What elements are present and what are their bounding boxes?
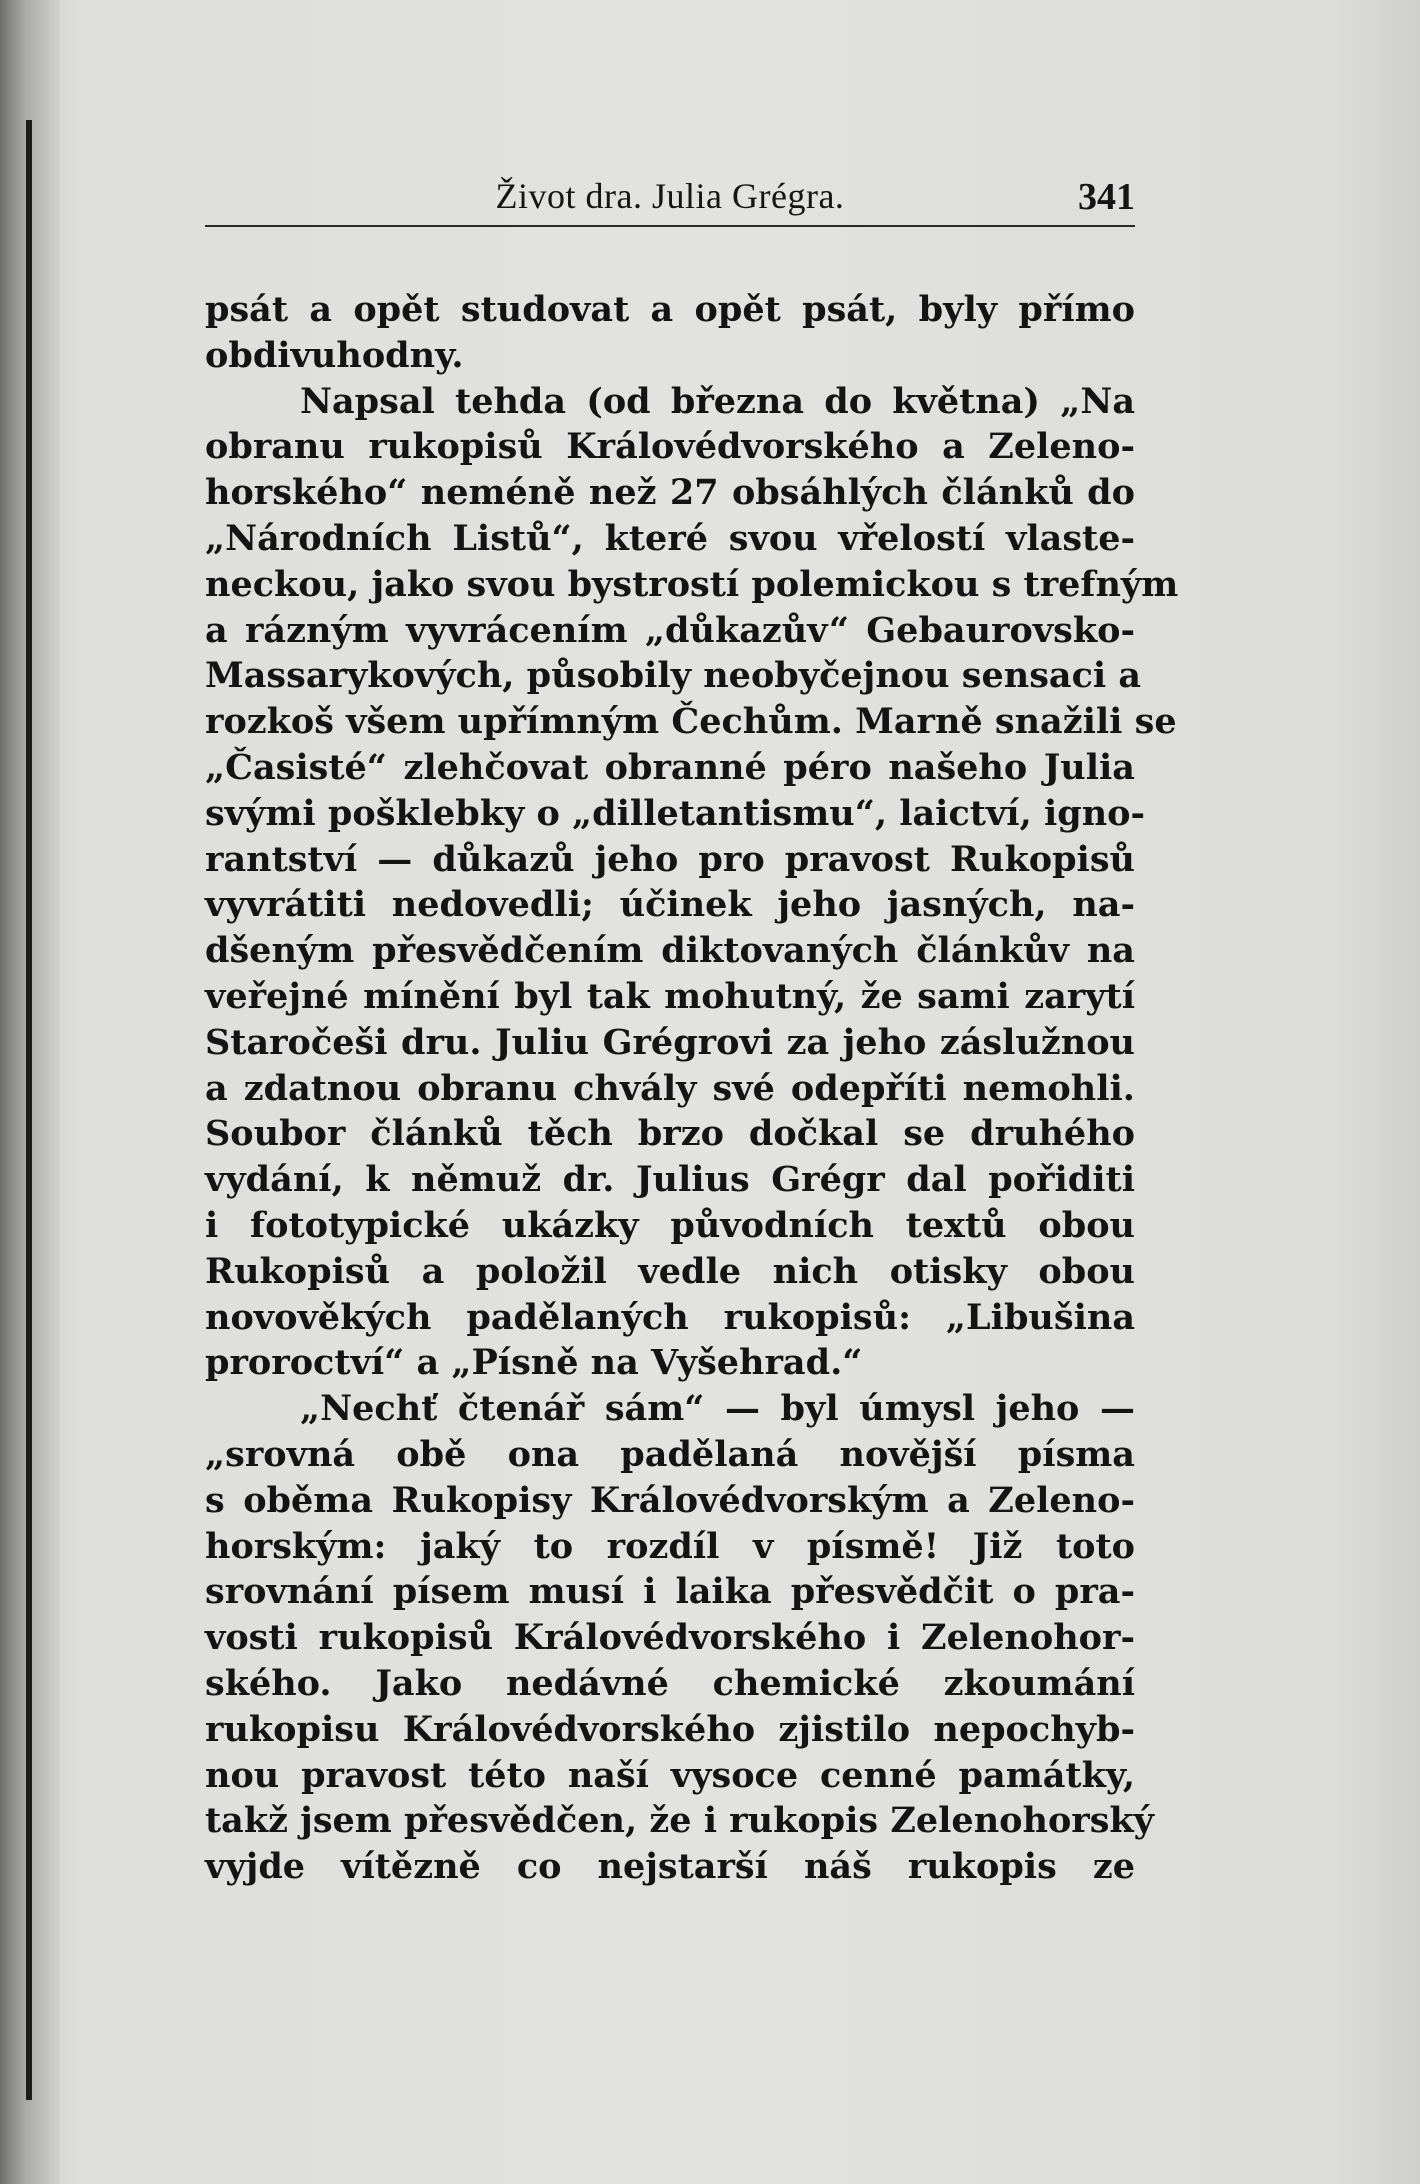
text-line: veřejné mínění byl tak mohutný, že sami zarytí bbox=[205, 975, 1135, 1017]
text-line: horského“ neméně než 27 obsáhlých článků do bbox=[205, 472, 1135, 514]
text-line: neckou, jako svou bystrostí polemickou s trefným bbox=[205, 563, 1179, 605]
text-line: novověkých padělaných rukopisů: „Libušina bbox=[205, 1296, 1135, 1338]
text-line: „Národních Listů“, které svou vřelostí vlaste- bbox=[205, 517, 1135, 559]
running-title: Život dra. Julia Grégra. bbox=[495, 176, 845, 216]
page-number: 341 bbox=[1078, 176, 1135, 218]
text-line: Staročeši dru. Juliu Grégrovi za jeho záslužnou bbox=[205, 1021, 1135, 1063]
text-line: rozkoš všem upřímným Čechům. Marně snažili se bbox=[205, 701, 1177, 743]
header-rule bbox=[205, 225, 1135, 227]
text-line: vyvrátiti nedovedli; účinek jeho jasných, na- bbox=[205, 884, 1135, 926]
text-line: rukopisu Královédvorského zjistilo nepochyb- bbox=[205, 1708, 1135, 1750]
text-line: ského. Jako nedávné chemické zkoumání bbox=[205, 1662, 1135, 1704]
binding-shadow-line bbox=[26, 120, 32, 2100]
text-line: rantství — důkazů jeho pro pravost Rukopisů bbox=[205, 838, 1135, 880]
text-line: „Časisté“ zlehčovat obranné péro našeho Julia bbox=[205, 746, 1135, 788]
text-line: Soubor článků těch brzo dočkal se druhého bbox=[205, 1113, 1135, 1155]
text-line: obdivuhodny. bbox=[205, 334, 464, 376]
text-line: proroctví“ a „Písně na Vyšehrad.“ bbox=[205, 1342, 863, 1384]
text-line: nou pravost této naší vysoce cenné památky, bbox=[205, 1754, 1135, 1796]
text-line: „Nechť čtenář sám“ — byl úmysl jeho — bbox=[300, 1388, 1135, 1430]
text-line: horským: jaký to rozdíl v písmě! Již toto bbox=[205, 1525, 1135, 1567]
text-line: s oběma Rukopisy Královédvorským a Zeleno- bbox=[205, 1479, 1135, 1521]
text-line: vyjde vítězně co nejstarší náš rukopis ze bbox=[205, 1846, 1135, 1888]
text-line: a zdatnou obranu chvály své odepříti nemohli. bbox=[205, 1067, 1135, 1109]
text-line: svými pošklebky o „dilletantismu“, laictví, igno- bbox=[205, 792, 1146, 834]
text-line: obranu rukopisů Královédvorského a Zeleno- bbox=[205, 426, 1135, 468]
text-line: vydání, k němuž dr. Julius Grégr dal pořiditi bbox=[205, 1159, 1135, 1201]
page-header bbox=[205, 175, 1135, 223]
text-line: Napsal tehda (od března do května) „Na bbox=[300, 380, 1135, 422]
text-line: dšeným přesvědčením diktovaných článkův na bbox=[205, 930, 1135, 972]
text-line: Massarykových, působily neobyčejnou sensaci a bbox=[205, 655, 1142, 697]
text-line: psát a opět studovat a opět psát, byly přímo bbox=[205, 289, 1135, 330]
text-line: takž jsem přesvědčen, že i rukopis Zelenohorský bbox=[205, 1800, 1155, 1842]
text-line: a rázným vyvrácením „důkazův“ Gebaurovsko- bbox=[205, 609, 1135, 651]
text-line: vosti rukopisů Královédvorského i Zelenohor- bbox=[205, 1617, 1135, 1659]
text-line: i fototypické ukázky původních textů obou bbox=[205, 1204, 1135, 1246]
text-line: „srovná obě ona padělaná novější písma bbox=[205, 1433, 1135, 1475]
body-text bbox=[205, 287, 1179, 1890]
text-line: Rukopisů a položil vedle nich otisky obou bbox=[205, 1250, 1135, 1292]
text-line: srovnání písem musí i laika přesvědčit o pra- bbox=[205, 1571, 1135, 1613]
